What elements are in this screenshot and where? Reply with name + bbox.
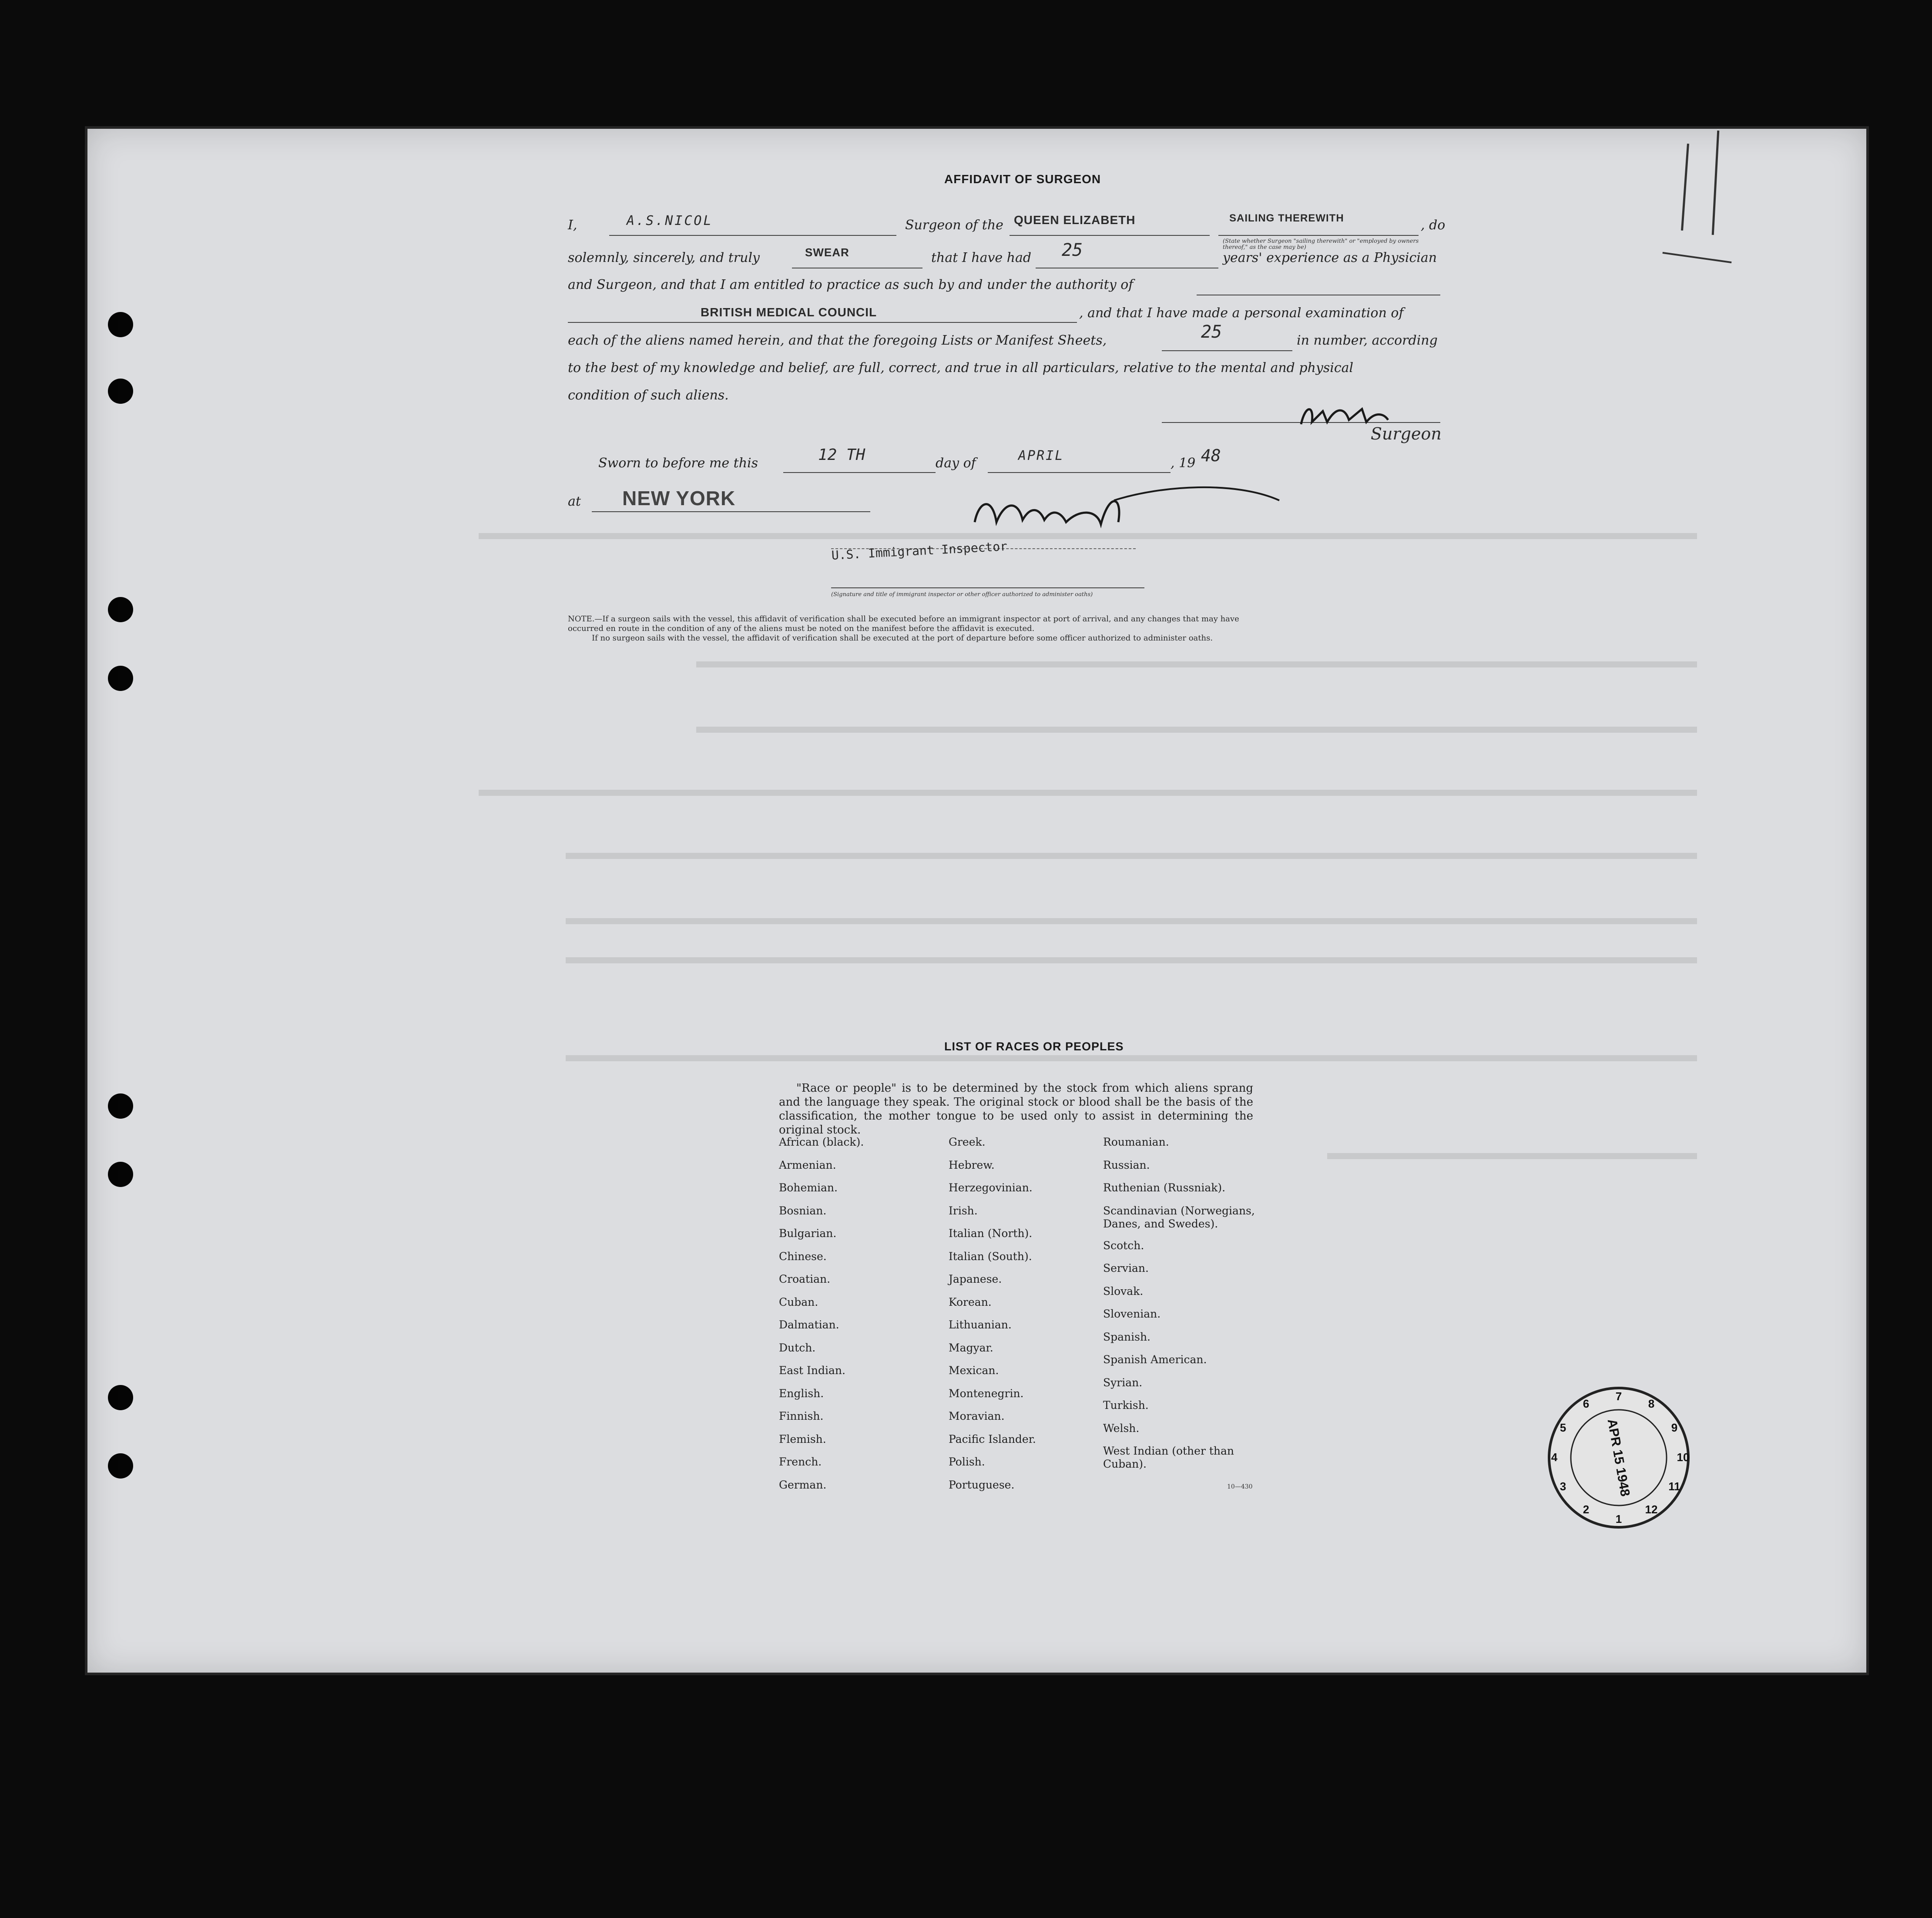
race-item: Welsh.: [1103, 1422, 1140, 1435]
inspector-caption: (Signature and title of immigrant inspector or other officer authorized to administer oaths): [831, 591, 1093, 598]
race-item: Scotch.: [1103, 1239, 1144, 1252]
stamp-digit: 2: [1583, 1503, 1590, 1516]
inspector-signature: [966, 483, 1288, 535]
race-item: Slovak.: [1103, 1284, 1144, 1298]
race-item: Portuguese.: [949, 1478, 1015, 1491]
race-item: Cuban.: [779, 1295, 818, 1308]
sailing-status: SAILING THEREWITH: [1229, 212, 1344, 224]
affidavit-text: and Surgeon, and that I am entitled to practice as such by and under the authority of: [568, 277, 1134, 292]
sworn-text: , 19: [1171, 456, 1196, 471]
stamp-digit: 1: [1615, 1512, 1622, 1526]
affidavit-title: AFFIDAVIT OF SURGEON: [944, 172, 1101, 186]
race-item: English.: [779, 1387, 824, 1400]
sworn-month-field: [988, 455, 1171, 473]
punch-hole: [108, 1453, 133, 1479]
place-label: at: [568, 494, 581, 509]
stamp-digit: 12: [1645, 1503, 1658, 1516]
sworn-text: Sworn to before me this: [598, 456, 758, 471]
affidavit-text: that I have had: [931, 250, 1032, 265]
race-item: Armenian.: [779, 1158, 836, 1171]
race-item: Roumanian.: [1103, 1136, 1169, 1148]
race-item: Mexican.: [949, 1364, 999, 1377]
place-value: NEW YORK: [622, 487, 736, 510]
race-item: Scandinavian (Norwegians, Danes, and Swedes).: [1103, 1204, 1255, 1230]
oath-word: SWEAR: [805, 246, 849, 259]
stamp-digit: 9: [1671, 1421, 1678, 1434]
punch-hole: [108, 312, 133, 337]
race-item: Croatian.: [779, 1273, 831, 1285]
stamp-digit: 8: [1648, 1397, 1655, 1410]
affidavit-text: each of the aliens named herein, and that the foregoing Lists or Manifest Sheets,: [568, 333, 1107, 348]
races-column-1: [779, 1136, 927, 1501]
race-item: Montenegrin.: [949, 1387, 1024, 1400]
affidavit-text: to the best of my knowledge and belief, are full, correct, and true in all particulars, relative to the mental and physical: [568, 360, 1354, 376]
inspector-stamp: U.S. Immigrant Inspector: [831, 539, 1008, 563]
stamp-date: APR 15 1948: [1604, 1418, 1633, 1498]
sworn-text: day of: [936, 456, 976, 471]
affidavit-text: condition of such aliens.: [568, 388, 729, 403]
race-item: African (black).: [779, 1136, 864, 1148]
punch-hole: [108, 1093, 133, 1119]
note-line: If no surgeon sails with the vessel, the affidavit of verification shall be executed at the port of departure before some officer authorized to administer oaths.: [592, 634, 1213, 643]
race-item: Servian.: [1103, 1262, 1149, 1274]
race-item: Polish.: [949, 1455, 985, 1468]
affidavit-text: solemnly, sincerely, and truly: [568, 250, 760, 265]
surgeon-caption: Surgeon: [1371, 424, 1442, 443]
punch-hole: [108, 1385, 133, 1410]
stamp-digit: 11: [1668, 1480, 1680, 1493]
stamp-digit: 7: [1615, 1390, 1622, 1403]
sworn-month: APRIL: [1018, 448, 1064, 463]
authority-field-top: [1197, 277, 1440, 295]
race-item: French.: [779, 1455, 822, 1468]
race-item: Russian.: [1103, 1158, 1150, 1171]
punch-hole: [108, 597, 133, 622]
sheets-count-field: [1162, 333, 1292, 351]
races-heading: LIST OF RACES OR PEOPLES: [944, 1040, 1124, 1053]
race-item: Bohemian.: [779, 1181, 838, 1194]
punch-hole: [108, 1162, 133, 1187]
sworn-year: 48: [1201, 446, 1221, 465]
race-item: Lithuanian.: [949, 1318, 1012, 1331]
race-item: Spanish.: [1103, 1330, 1151, 1343]
punch-hole: [108, 666, 133, 691]
affidavit-text: years' experience as a Physician: [1223, 250, 1437, 265]
stamp-digit: 10: [1677, 1451, 1690, 1464]
race-item: Greek.: [949, 1136, 986, 1148]
races-column-3: [1103, 1136, 1264, 1479]
affidavit-label: , do: [1421, 218, 1446, 233]
affidavit-label: Surgeon of the: [905, 218, 1003, 233]
surgeon-name: A.S.NICOL: [627, 213, 713, 228]
race-item: Japanese.: [949, 1273, 1002, 1285]
race-item: Dalmatian.: [779, 1318, 839, 1331]
affidavit-label: I,: [568, 218, 577, 233]
race-item: Flemish.: [779, 1432, 826, 1445]
stamp-digit: 3: [1560, 1480, 1566, 1493]
races-intro: "Race or people" is to be determined by the stock from which aliens sprang and the language they speak. The original stock or blood shall be the basis of the classification, the mother tongue to be used only to assist in determining the original stock.: [779, 1082, 1253, 1137]
authority-value: BRITISH MEDICAL COUNCIL: [701, 305, 877, 319]
affidavit-text: in number, according: [1297, 333, 1438, 348]
race-item: Hebrew.: [949, 1158, 995, 1171]
race-item: Bosnian.: [779, 1204, 827, 1217]
stamp-digit: 6: [1583, 1397, 1590, 1410]
years-value: 25: [1062, 240, 1083, 260]
race-item: Turkish.: [1103, 1399, 1149, 1412]
affidavit-text: , and that I have made a personal examination of: [1079, 305, 1404, 321]
race-item: East Indian.: [779, 1364, 845, 1377]
race-item: Irish.: [949, 1204, 978, 1217]
race-item: Herzegovinian.: [949, 1181, 1033, 1194]
race-item: Moravian.: [949, 1410, 1005, 1422]
race-item: Korean.: [949, 1295, 992, 1308]
note-line: occurred en route in the condition of any of the aliens must be noted on the manifest before the affidavit is executed.: [568, 624, 1035, 633]
race-item: Pacific Islander.: [949, 1432, 1036, 1445]
sailing-status-note: (State whether Surgeon "sailing therewith" or "employed by owners thereof," as the case may be): [1223, 238, 1419, 251]
stamp-digit: 5: [1560, 1421, 1566, 1434]
race-item: Syrian.: [1103, 1376, 1143, 1389]
note-line: NOTE.—If a surgeon sails with the vessel, this affidavit of verification shall be executed before an immigrant inspector at port of arrival, and any changes that may have: [568, 614, 1239, 624]
inspector-caption-line: [831, 574, 1144, 588]
race-item: Dutch.: [779, 1341, 816, 1354]
race-item: Magyar.: [949, 1341, 993, 1354]
race-item: Finnish.: [779, 1410, 824, 1422]
sheets-count: 25: [1201, 322, 1222, 342]
race-item: Ruthenian (Russniak).: [1103, 1181, 1226, 1194]
race-item: Italian (North).: [949, 1227, 1033, 1240]
race-item: Spanish American.: [1103, 1353, 1207, 1366]
race-item: Bulgarian.: [779, 1227, 837, 1240]
sworn-day: 12 TH: [818, 446, 865, 464]
form-number: 10—430: [1227, 1483, 1253, 1490]
vessel-name: QUEEN ELIZABETH: [1014, 213, 1136, 227]
race-item: German.: [779, 1478, 827, 1491]
date-stamp: [1545, 1384, 1693, 1532]
race-item: Chinese.: [779, 1250, 827, 1263]
punch-hole: [108, 379, 133, 404]
race-item: West Indian (other than Cuban).: [1103, 1445, 1234, 1470]
stamp-digit: 4: [1551, 1451, 1558, 1464]
race-item: Italian (South).: [949, 1250, 1032, 1263]
races-column-2: [949, 1136, 1097, 1501]
race-item: Slovenian.: [1103, 1308, 1161, 1320]
